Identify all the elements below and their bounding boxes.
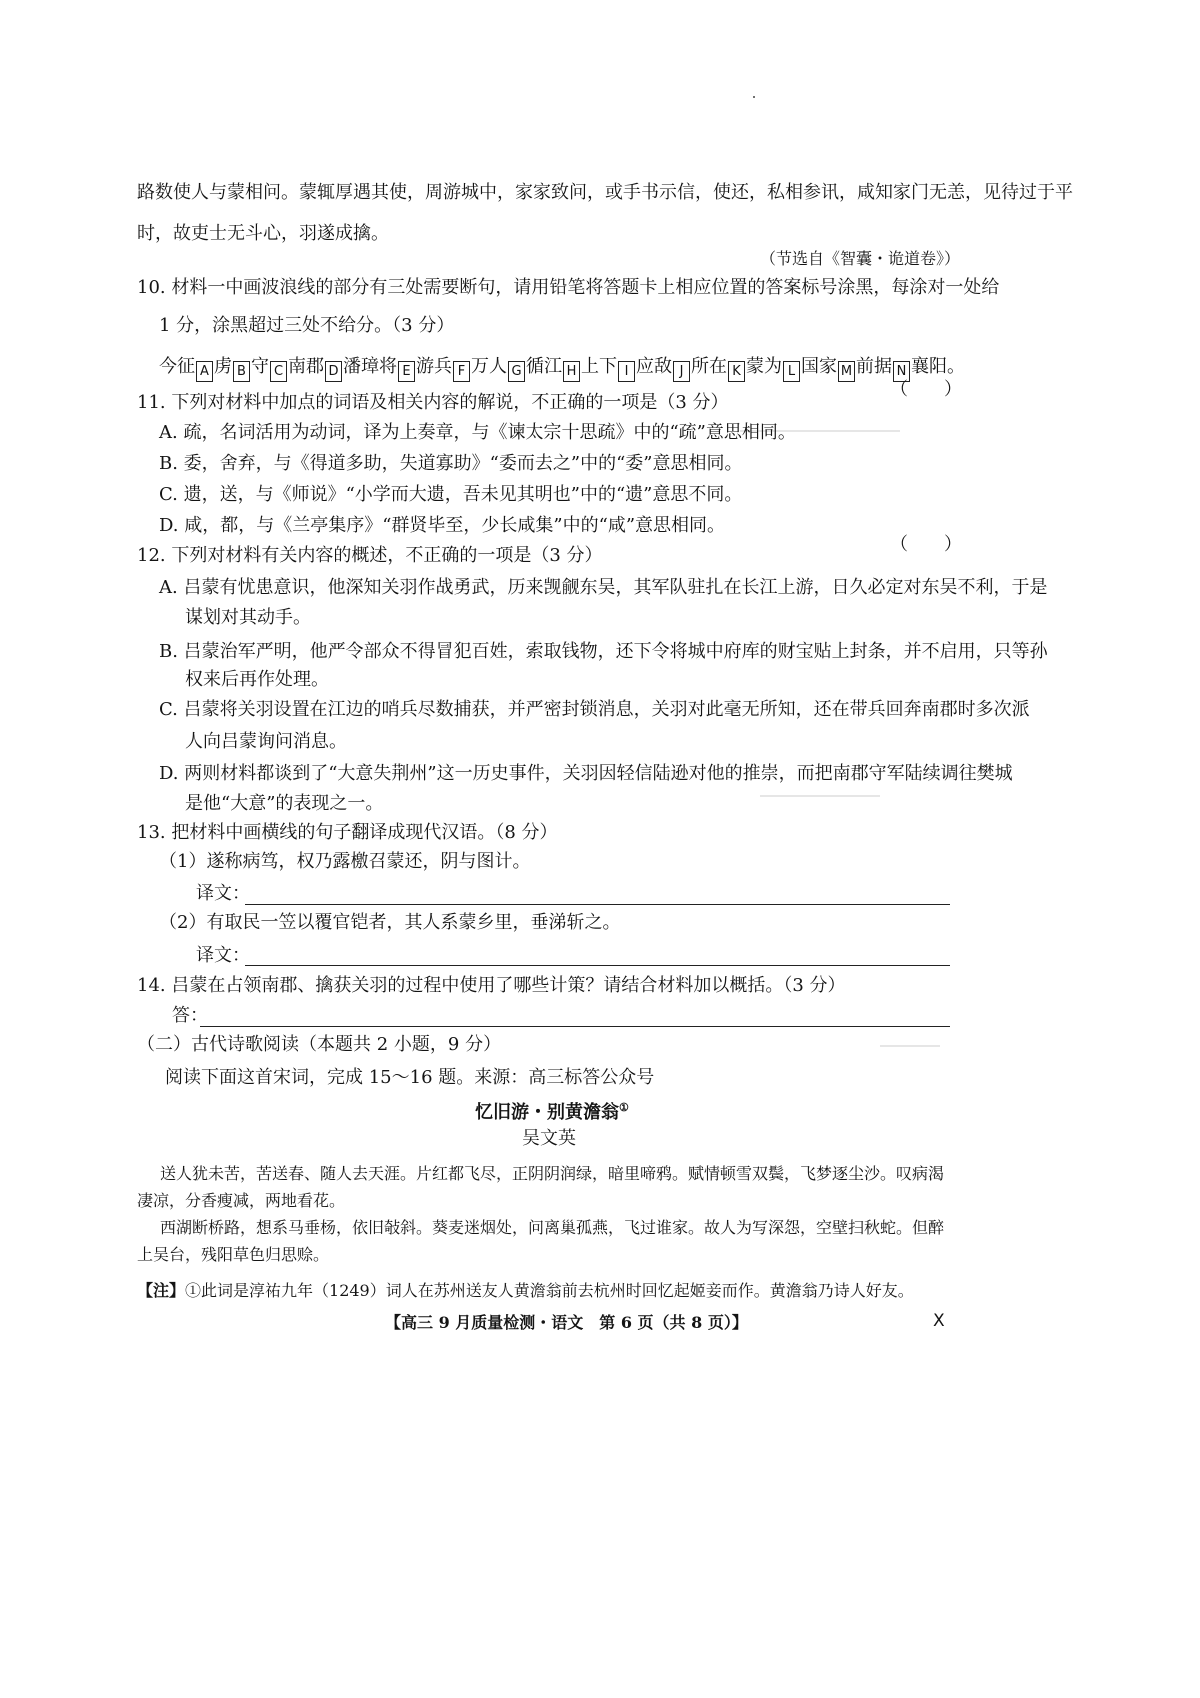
answer-paren[interactable]: （ ）: [890, 379, 962, 400]
question-10-stem: 10. 材料一中画波浪线的部分有三处需要断句，请用铅笔将答题卡上相应位置的答案标号涂黑，每涂对一处给: [137, 277, 1000, 298]
scan-speck: [753, 96, 755, 98]
answer-box-n[interactable]: N: [893, 361, 910, 382]
translation-answer-line-1[interactable]: [245, 904, 950, 905]
poem-line: 西湖断桥路，想系马垂杨，依旧敧斜。葵麦迷烟处，问离巢孤燕，飞过谁家。故人为写深怨，空壁扫秋蛇。但醉: [160, 1218, 945, 1237]
poem-line: 上吴台，残阳草色归思赊。: [137, 1245, 330, 1264]
answer-box-h[interactable]: H: [563, 361, 580, 382]
answer-box-k[interactable]: K: [728, 361, 745, 382]
poem-line: 送人犹未苦，苦送春、随人去天涯。片红都飞尽，正阴阴润绿，暗里啼鸦。赋情顿雪双鬓，飞梦逐尘沙。叹病渴: [160, 1164, 945, 1183]
answer-box-l[interactable]: L: [783, 361, 800, 382]
question-12-option: B. 吕蒙治军严明，他严令部众不得冒犯百姓，索取钱物，还下令将城中府库的财宝贴上封条，并不启用，只等孙: [159, 641, 1048, 662]
question-10-sentence: [159, 355, 965, 382]
answer-box-f[interactable]: F: [453, 361, 470, 382]
page-footer: 【高三 9 月质量检测・语文 第 6 页（共 8 页）】: [385, 1313, 748, 1332]
question-13-stem: 13. 把材料中画横线的句子翻译成现代汉语。（8 分）: [137, 822, 558, 843]
answer-box-e[interactable]: E: [398, 361, 415, 382]
answer-paren[interactable]: （ ）: [890, 534, 962, 555]
footer-mark: X: [933, 1311, 945, 1331]
question-12-option-cont: 人向吕蒙询问消息。: [185, 731, 347, 752]
answer-box-j[interactable]: J: [673, 361, 690, 382]
question-12-stem: 12. 下列对材料有关内容的概述，不正确的一项是（3 分）: [137, 545, 603, 566]
answer-box-i[interactable]: I: [618, 361, 635, 382]
sentence-segment: 南郡: [288, 356, 324, 377]
question-11-option: C. 遗，送，与《师说》“小学而大遗，吾未见其明也”中的“遗”意思不同。: [159, 484, 743, 505]
question-12-option: D. 两则材料都谈到了“大意失荆州”这一历史事件，关羽因轻信陆逊对他的推崇，而把南郡守军陆续调往樊城: [159, 763, 1013, 784]
passage-line: 时，故吏士无斗心，羽遂成擒。: [137, 223, 389, 244]
answer-label: 答：: [172, 1005, 208, 1026]
poem-line: 凄凉，分香瘦减，两地看花。: [137, 1191, 346, 1210]
note-text: ①此词是淳祐九年（1249）词人在苏州送友人黄澹翁前去杭州时回忆起姬妾而作。黄澹翁乃诗人好友。: [185, 1281, 914, 1300]
sentence-segment: 今征: [159, 356, 195, 377]
sentence-segment: 游兵: [416, 356, 452, 377]
question-11-option: B. 委，舍弃，与《得道多助，失道寡助》“委而去之”中的“委”意思相同。: [159, 453, 743, 474]
answer-box-b[interactable]: B: [233, 361, 250, 382]
footnote-mark: ①: [619, 1101, 629, 1114]
sentence-segment: 蒙为: [746, 356, 782, 377]
question-12-option-cont: 权来后再作处理。: [185, 669, 329, 690]
scan-ghost-mark: [760, 795, 880, 797]
sentence-segment: 襄阳。: [911, 356, 965, 377]
answer-box-g[interactable]: G: [508, 361, 525, 382]
passage-line: 路数使人与蒙相问。蒙辄厚遇其使，周游城中，家家致问，或手书示信，使还，私相参讯，咸知家门无恙，见待过于平: [137, 182, 1073, 203]
answer-line[interactable]: [200, 1026, 950, 1027]
section-heading: （二）古代诗歌阅读（本题共 2 小题，9 分）: [137, 1034, 502, 1055]
sentence-segment: 前据: [856, 356, 892, 377]
note-label: 【注】: [137, 1281, 186, 1300]
sentence-segment: 国家: [801, 356, 837, 377]
sentence-segment: 潘璋将: [343, 356, 397, 377]
answer-box-c[interactable]: C: [270, 361, 287, 382]
question-12-option-cont: 是他“大意”的表现之一。: [185, 793, 384, 814]
answer-box-m[interactable]: M: [838, 361, 855, 382]
sentence-segment: 循江: [526, 356, 562, 377]
translation-answer-line-2[interactable]: [245, 965, 950, 966]
sentence-segment: 所在: [691, 356, 727, 377]
passage-source: （节选自《智囊・诡道卷》）: [760, 249, 961, 268]
question-11-stem: 11. 下列对材料中加点的词语及相关内容的解说，不正确的一项是（3 分）: [137, 392, 729, 413]
translation-label-1: 译文：: [196, 883, 250, 904]
question-10-stem-cont: 1 分，涂黑超过三处不给分。（3 分）: [159, 315, 455, 336]
question-11-option: A. 疏，名词活用为动词，译为上奏章，与《谏太宗十思疏》中的“疏”意思相同。: [159, 422, 796, 443]
question-12-option: C. 吕蒙将关羽设置在江边的哨兵尽数捕获，并严密封锁消息，关羽对此毫无所知，还在带兵回奔南郡时多次派: [159, 699, 1030, 720]
question-14-stem: 14. 吕蒙在占领南郡、擒获关羽的过程中使用了哪些计策？请结合材料加以概括。（3 分）: [137, 975, 846, 996]
poem-note: [137, 1279, 914, 1303]
question-13-sentence-1: （1）遂称病笃，权乃露檄召蒙还，阴与图计。: [159, 851, 531, 872]
section-intro: 阅读下面这首宋词，完成 15～16 题。来源：高三标答公众号: [165, 1067, 655, 1088]
sentence-segment: 万人: [471, 356, 507, 377]
answer-box-d[interactable]: D: [325, 361, 342, 382]
poem-author: 吴文英: [522, 1128, 576, 1149]
sentence-segment: 虏: [214, 356, 232, 377]
sentence-segment: 守: [251, 356, 269, 377]
translation-label-2: 译文：: [196, 945, 250, 966]
question-12-option: A. 吕蒙有忧患意识，他深知关羽作战勇武，历来觊觎东吴，其军队驻扎在长江上游，日久必定对东吴不利，于是: [159, 577, 1048, 598]
question-11-option: D. 咸，都，与《兰亭集序》“群贤毕至，少长咸集”中的“咸”意思相同。: [159, 515, 726, 536]
sentence-segment: 上下: [581, 356, 617, 377]
poem-title: [475, 1096, 629, 1125]
question-12-option-cont: 谋划对其动手。: [185, 607, 311, 628]
scan-ghost-mark: [880, 1045, 940, 1047]
answer-box-a[interactable]: A: [196, 361, 213, 382]
sentence-segment: 应敌: [636, 356, 672, 377]
question-13-sentence-2: （2）有取民一笠以覆官铠者，其人系蒙乡里，垂涕斩之。: [159, 912, 621, 933]
poem-title-text: 忆旧游・别黄澹翁: [475, 1102, 619, 1123]
